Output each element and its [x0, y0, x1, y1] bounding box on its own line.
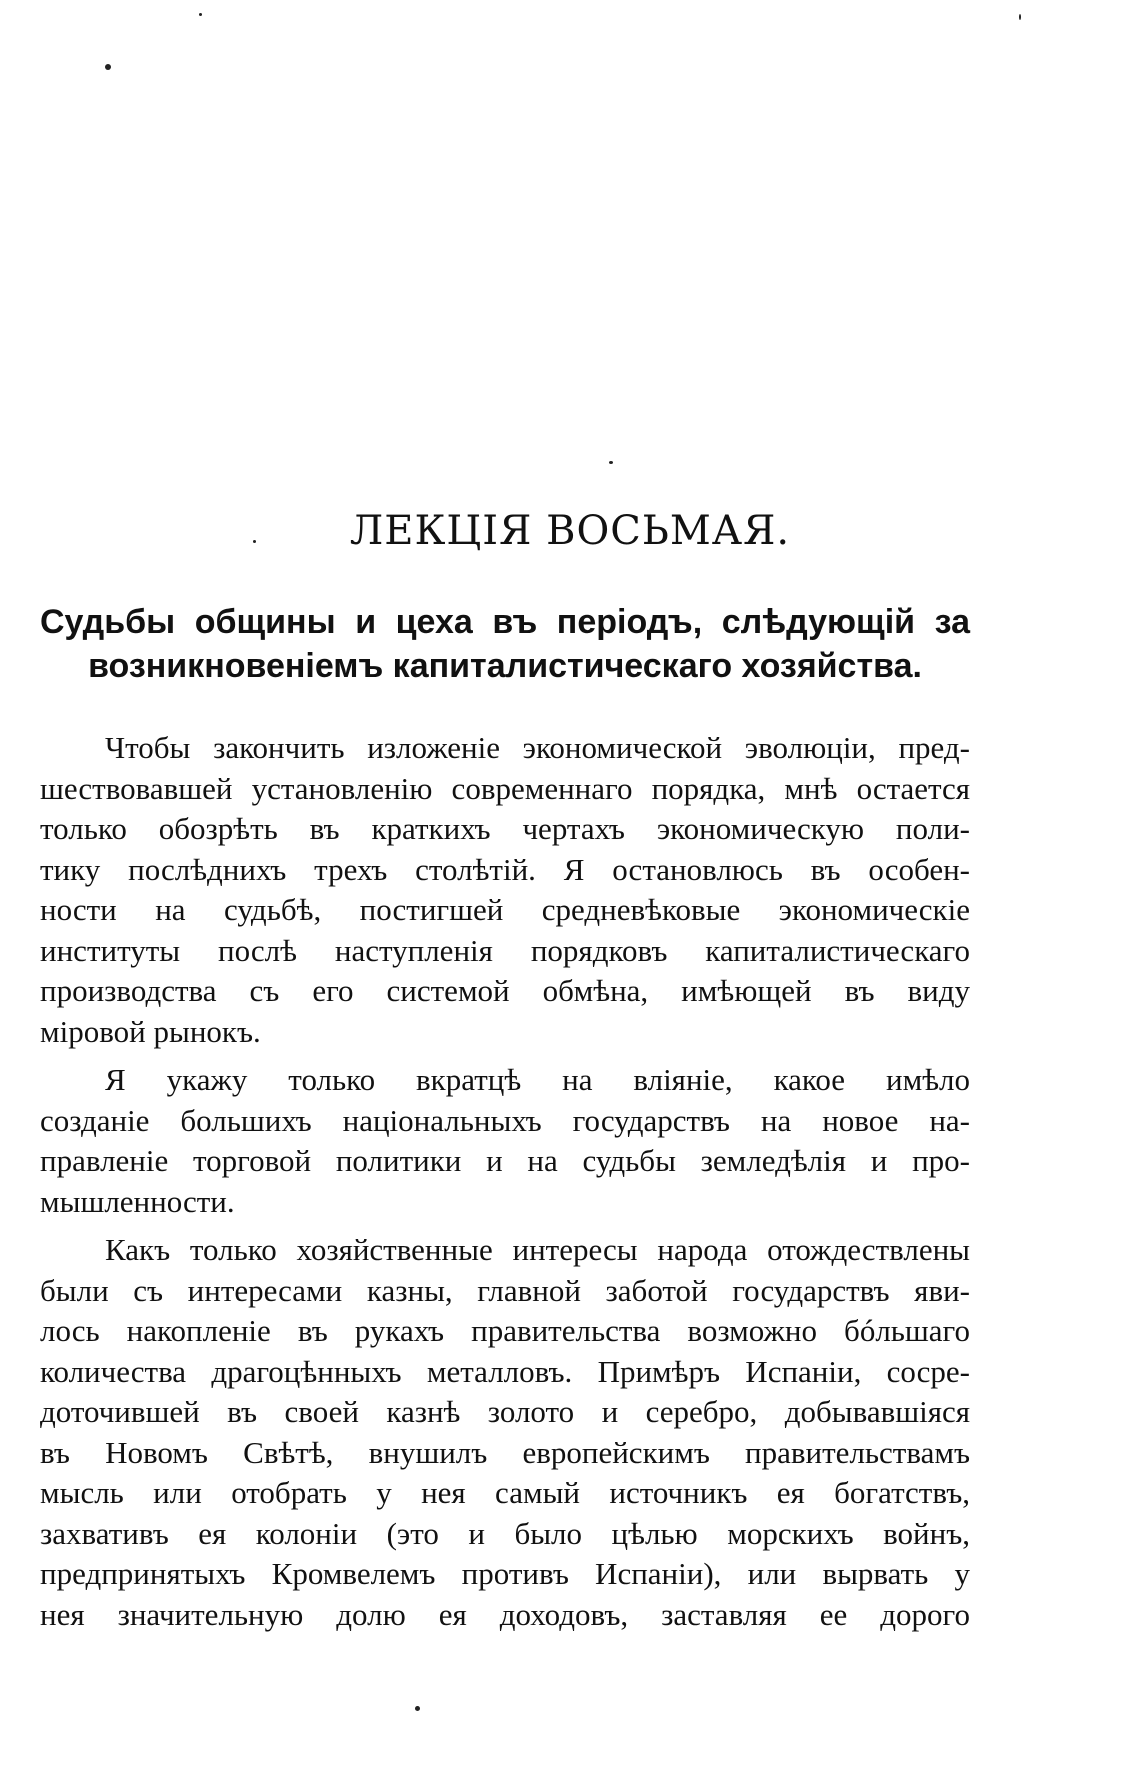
- text-line: созданіе большихъ національныхъ государствъ на новое на-: [40, 1102, 970, 1138]
- text-line: лось накопленіе въ рукахъ правительства возможно бóльшаго: [40, 1313, 970, 1348]
- subtitle-line: Судьбы общины и цеха въ періодъ, слѣдующій за: [40, 603, 970, 641]
- body-text: [40, 728, 970, 1643]
- text-line: правленіе торговой политики и на судьбы земледѣлія и про-: [40, 1143, 970, 1178]
- text-line: шествовавшей установленію современнаго порядка, мнѣ остается: [40, 770, 970, 806]
- ink-speck: [1019, 14, 1021, 20]
- text-line: предпринятыхъ Кромвелемъ противъ Испаніи), или вырвать у: [40, 1556, 970, 1591]
- paragraph-1: [40, 728, 970, 1052]
- text-line: тику послѣднихъ трехъ столѣтій. Я остановлюсь въ особен-: [40, 851, 970, 887]
- ink-speck: [199, 13, 202, 16]
- text-line: количества драгоцѣнныхъ металловъ. Примѣръ Испаніи, сосре-: [40, 1353, 970, 1389]
- text-line: ности на судьбѣ, постигшей средневѣковые экономическіе: [40, 892, 970, 927]
- text-line: были съ интересами казны, главной заботой государствъ яви-: [40, 1272, 970, 1308]
- text-line: Какъ только хозяйственные интересы народа отождествлены: [105, 1232, 970, 1267]
- text-line: производства съ его системой обмѣна, имѣющей въ виду: [40, 973, 970, 1008]
- text-line: нея значительную долю ея доходовъ, заставляя ее дорого: [40, 1596, 970, 1632]
- paragraph-3: [40, 1230, 970, 1635]
- text-line: доточившей въ своей казнѣ золото и серебро, добывавшіяся: [40, 1394, 970, 1429]
- text-line: только обозрѣть въ краткихъ чертахъ экономическую поли-: [40, 811, 970, 846]
- ink-speck: [105, 64, 111, 70]
- text-line: захвативъ ея колоніи (это и было цѣлью морскихъ войнъ,: [40, 1515, 970, 1551]
- text-line: міровой рынокъ.: [40, 1013, 261, 1049]
- text-line: мышленности.: [40, 1183, 235, 1219]
- text-line: институты послѣ наступленія порядковъ капиталистическаго: [40, 932, 970, 968]
- text-line: мысль или отобрать у нея самый источникъ ея богатствъ,: [40, 1475, 970, 1510]
- chapter-subtitle: [40, 600, 970, 688]
- text-line: Я укажу только вкратцѣ на вліяніе, какое имѣло: [105, 1062, 970, 1097]
- ink-speck: [415, 1706, 420, 1711]
- chapter-title: ЛЕКЦІЯ ВОСЬМАЯ.: [349, 508, 791, 554]
- paragraph-2: [40, 1060, 970, 1222]
- text-line: въ Новомъ Свѣтѣ, внушилъ европейскимъ правительствамъ: [40, 1434, 970, 1470]
- subtitle-line: возникновеніемъ капиталистическаго хозяйства.: [88, 647, 922, 685]
- ink-speck: [609, 461, 613, 464]
- text-line: Чтобы закончить изложеніе экономической эволюціи, пред-: [105, 730, 970, 765]
